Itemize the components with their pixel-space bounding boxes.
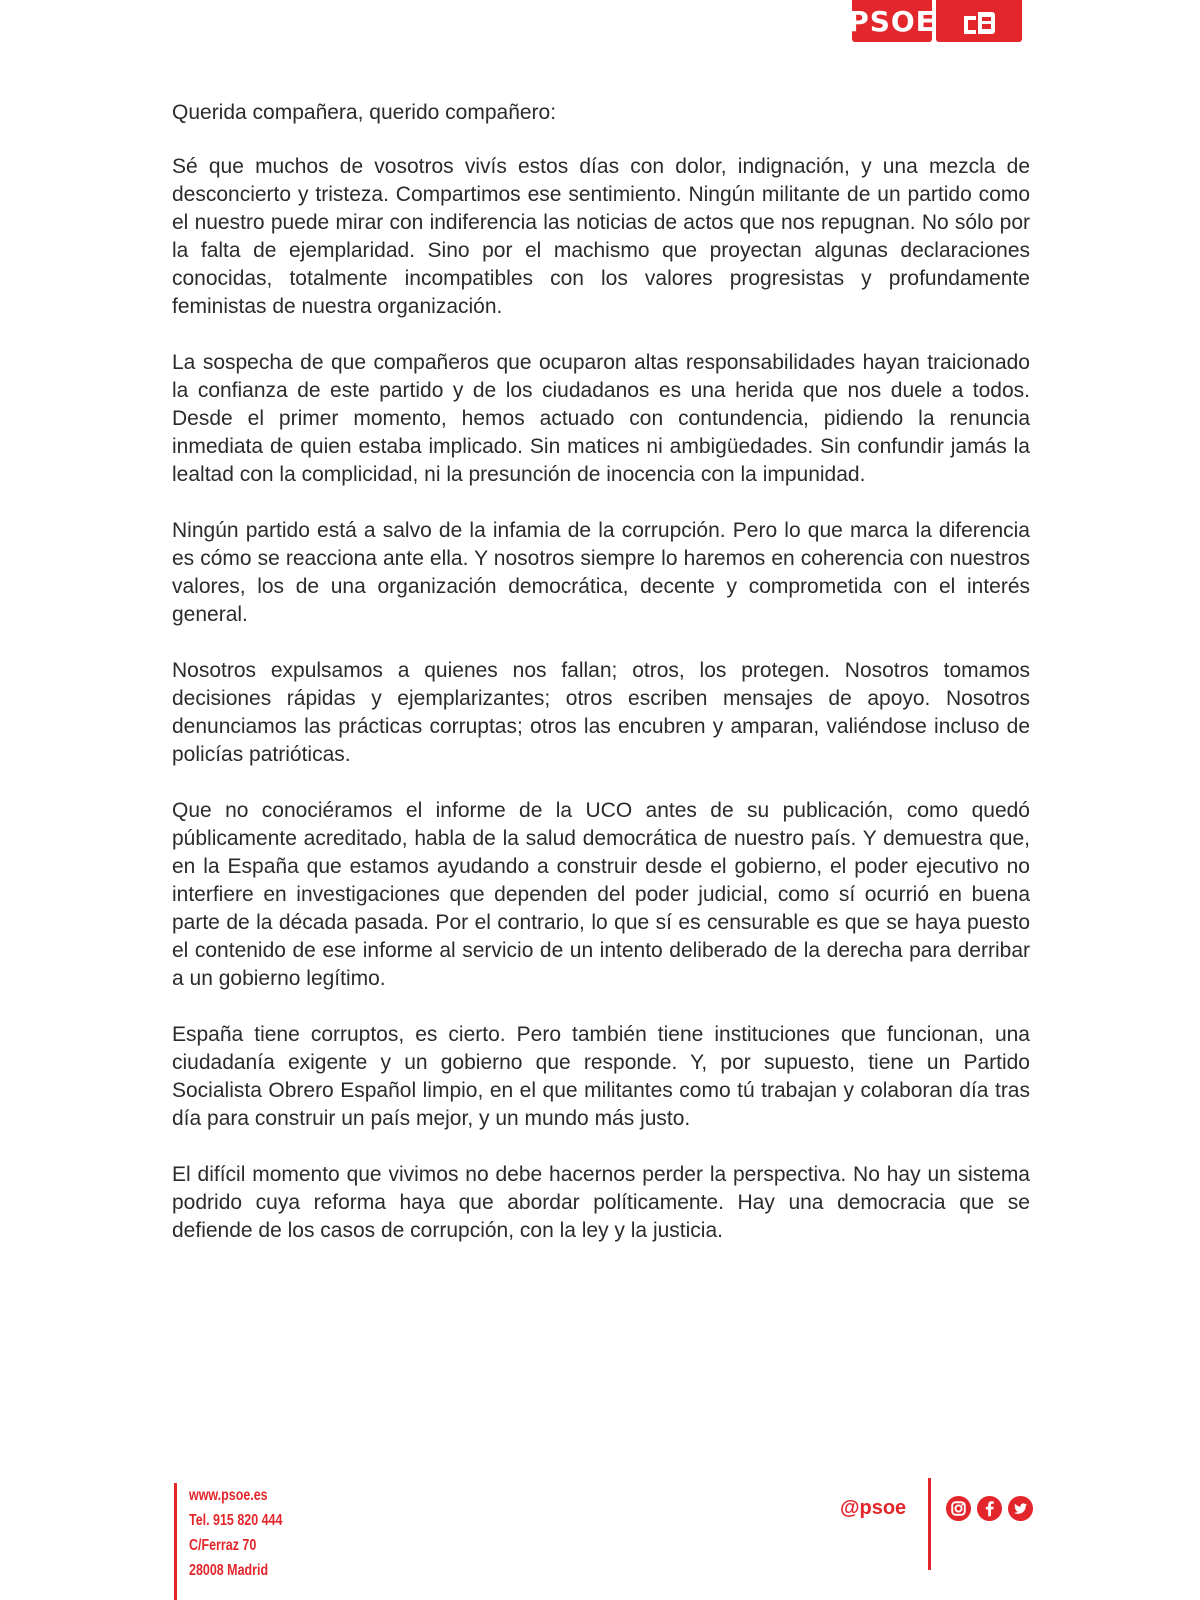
paragraph: La sospecha de que compañeros que ocuparon altas responsabilidades hayan traicionado la confianza de este partido y de los ciudadanos es una herida que nos duele a todos. Desde el primer momento, hemos actuado con contundencia, pidiendo la renuncia inmediata de quien estaba implicado. Sin matices ni ambigüedades. Sin confundir jamás la lealtad con la complicidad, ni la presunción de inocencia con la impunidad. (172, 351, 1030, 486)
paragraph: Que no conociéramos el informe de la UCO antes de su publicación, como quedó públicamente acreditado, habla de la salud democrática de nuestro país. Y demuestra que, en la España que estamos ayudando a construir desde el gobierno, el poder ejecutivo no interfiere en investigaciones que dependen del poder judicial, como sí ocurrió en buena parte de la década pasada. Por el contrario, lo que sí es censurable es que se haya puesto el contenido de ese informe al servicio de un intento deliberado de la derecha para derribar a un gobierno legítimo. (172, 799, 1030, 990)
website-link[interactable]: www.psoe.es (189, 1487, 268, 1504)
city-address: 28008 Madrid (189, 1562, 269, 1579)
street-address: C/Ferraz 70 (189, 1537, 257, 1554)
paragraph: Nosotros expulsamos a quienes nos fallan; otros, los protegen. Nosotros tomamos decisiones rápidas y ejemplarizantes; otros escriben mensajes de apoyo. Nosotros denunciamos las prácticas corruptas; otros las encubren y amparan, valiéndose incluso de policías patrióticas. (172, 659, 1030, 766)
footer-contact (174, 1483, 309, 1600)
paragraph: España tiene corruptos, es cierto. Pero también tiene instituciones que funcionan, una ciudadanía exigente y un gobierno que responde. Y, por supuesto, tiene un Partido Socialista Obrero Español limpio, en el que militantes como tú trabajan y colaboran día tras día para construir un país mejor, y un mundo más justo. (172, 1023, 1030, 1130)
psoe-logo (848, 0, 1022, 42)
social-handle[interactable]: @psoe (840, 1496, 907, 1519)
paragraph: El difícil momento que vivimos no debe hacernos perder la perspectiva. No hay un sistema podrido cuya reforma haya que abordar políticamente. Hay una democracia que se defiende de los casos de corrupción, con la ley y la justicia. (172, 1163, 1030, 1242)
rose-fist-icon (936, 0, 1022, 42)
instagram-icon[interactable] (945, 1495, 972, 1522)
logo-text: PSOE (852, 0, 932, 42)
divider (928, 1478, 931, 1570)
paragraph: Sé que muchos de vosotros vivís estos días con dolor, indignación, y una mezcla de desconcierto y tristeza. Compartimos ese sentimiento. Ningún militante de un partido como el nuestro puede mirar con indiferencia las noticias de actos que nos repugnan. No sólo por la falta de ejemplaridad. Sino por el machismo que proyectan algunas declaraciones conocidas, totalmente incompatibles con los valores progresistas y profundamente feministas de nuestra organización. (172, 155, 1030, 318)
footer-social (840, 1478, 1034, 1570)
twitter-icon[interactable] (1007, 1495, 1034, 1522)
letter-body (172, 99, 1030, 1273)
phone-number: Tel. 915 820 444 (189, 1512, 283, 1529)
salutation: Querida compañera, querido compañero: (172, 101, 557, 124)
facebook-icon[interactable] (976, 1495, 1003, 1522)
paragraph: Ningún partido está a salvo de la infamia de la corrupción. Pero lo que marca la diferencia es cómo se reacciona ante ella. Y nosotros siempre lo haremos en coherencia con nuestros valores, los de una organización democrática, decente y comprometida con el interés general. (172, 519, 1030, 626)
social-icons (945, 1495, 1034, 1522)
